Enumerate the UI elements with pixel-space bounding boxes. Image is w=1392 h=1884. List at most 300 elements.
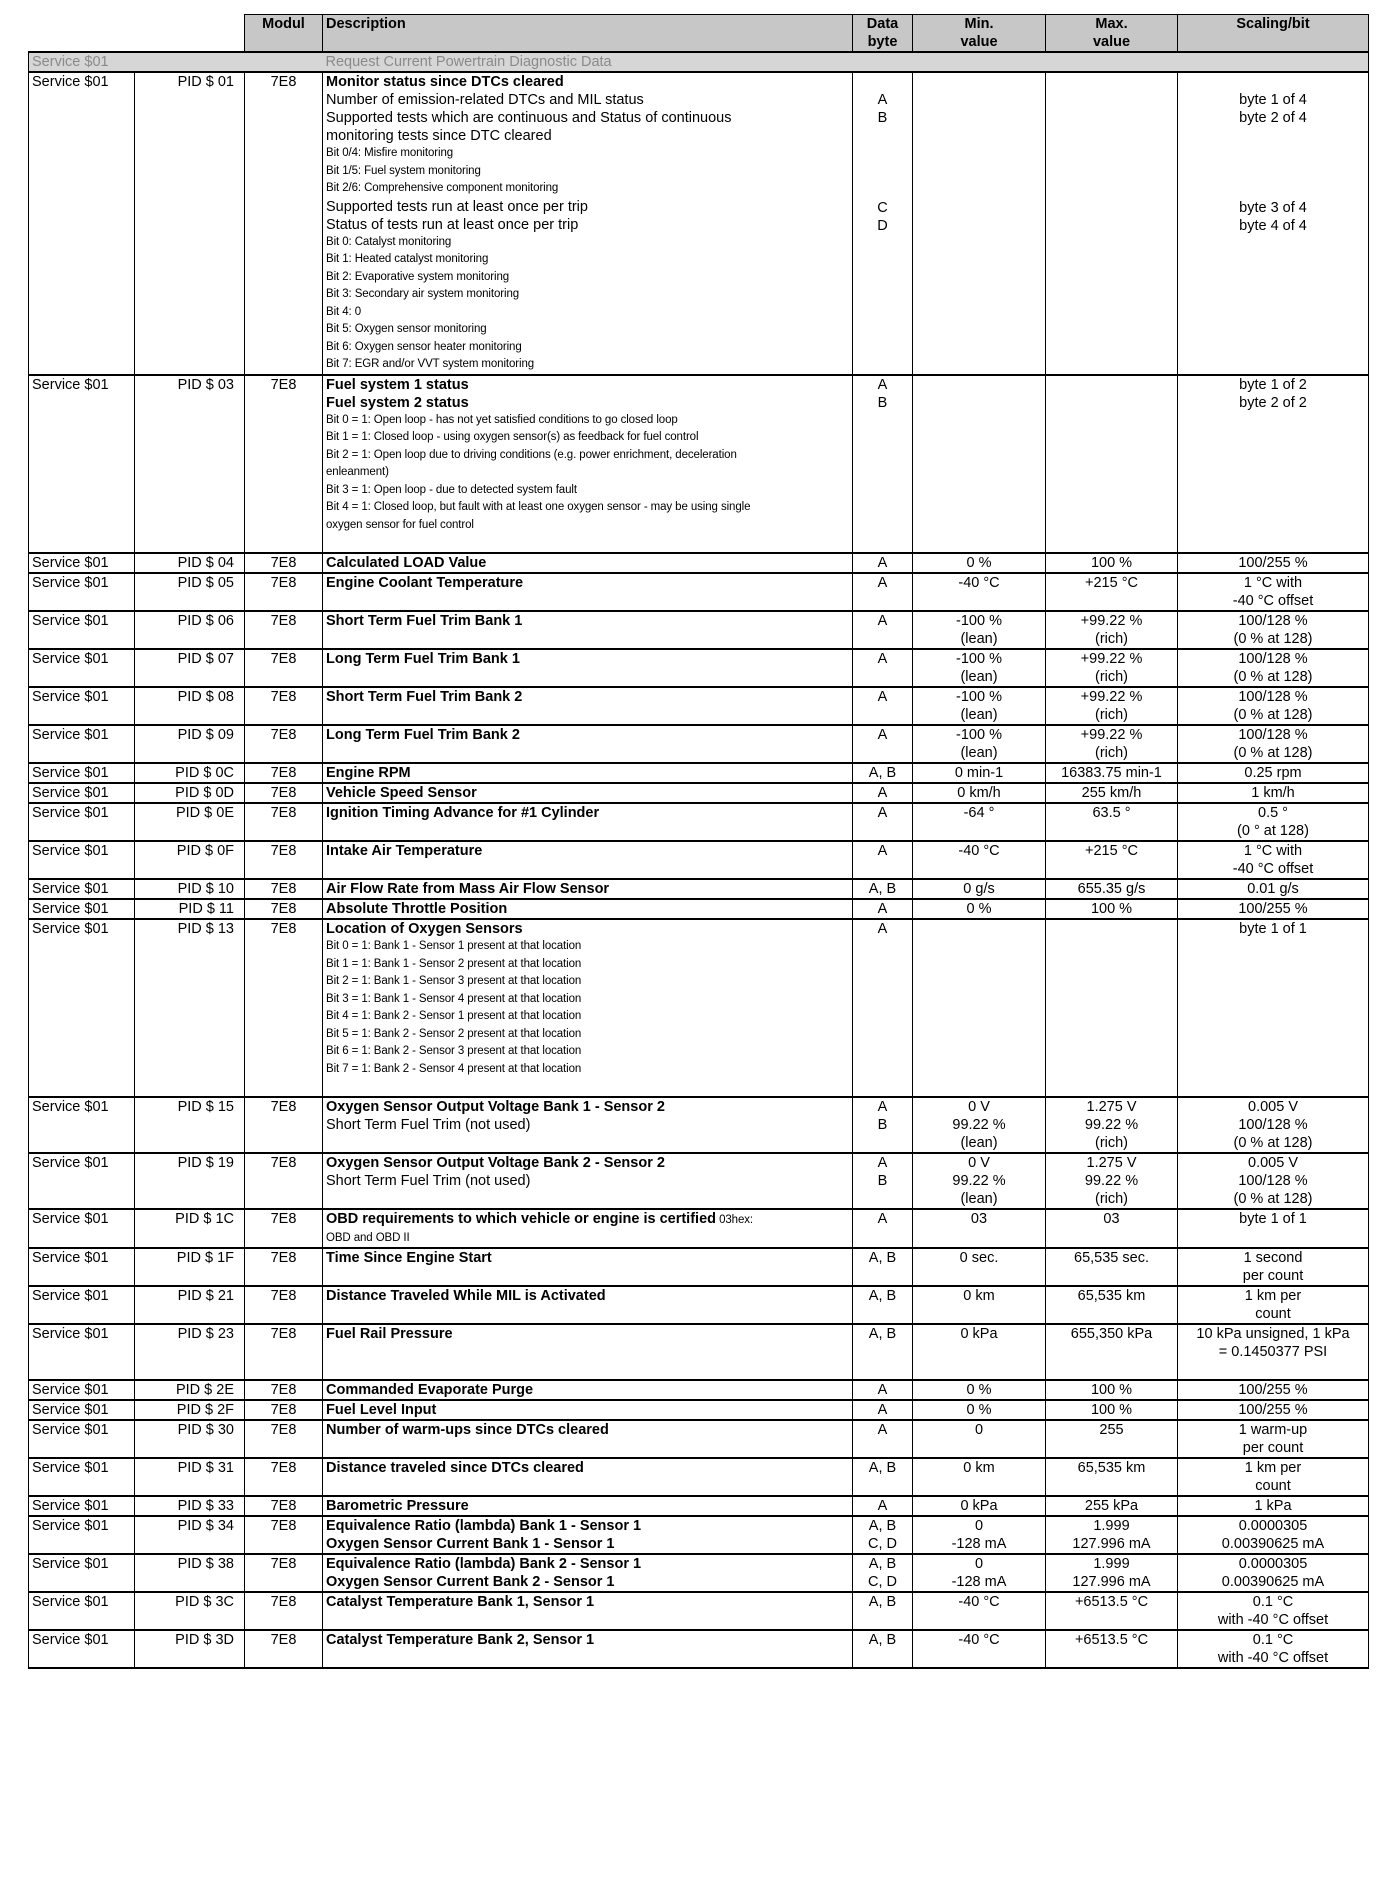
- row-min-line: 0 sec.: [959, 1250, 999, 1266]
- table-row: [29, 573, 1369, 611]
- table-row: [29, 1420, 1369, 1458]
- row-min-value: [913, 783, 1046, 803]
- row-description: [323, 1286, 853, 1324]
- row-max-line: (rich): [1094, 631, 1129, 647]
- row-scaling-line: (0 % at 128): [1233, 707, 1313, 723]
- section-blank: [135, 52, 245, 72]
- row-max-value: [1046, 783, 1178, 803]
- row-scaling-line: -40 °C offset: [1232, 861, 1314, 877]
- row-description: [323, 611, 853, 649]
- table-row: [29, 611, 1369, 649]
- row-description: [323, 1324, 853, 1380]
- row-scaling-line: 1 km per: [1244, 1460, 1302, 1476]
- row-scaling: [1178, 649, 1369, 687]
- row-pid: PID $ 0D: [135, 783, 245, 803]
- table-row: [29, 1209, 1369, 1248]
- row-service: Service $01: [29, 72, 135, 375]
- row-scaling: [1178, 725, 1369, 763]
- row-module: 7E8: [245, 879, 323, 899]
- row-scaling-line: 0.1 °C: [1252, 1594, 1294, 1610]
- row-max-value: [1046, 553, 1178, 573]
- row-data-byte-line: A, B: [868, 1288, 897, 1304]
- row-description-note: Bit 2/6: Comprehensive component monitoring: [326, 182, 559, 194]
- row-scaling-line: 100/255 %: [1238, 1382, 1308, 1398]
- row-scaling-line: 10 kPa unsigned, 1 kPa: [1196, 1326, 1350, 1342]
- table-row: [29, 1286, 1369, 1324]
- row-data-byte-line: A: [877, 1099, 888, 1115]
- row-min-line: -100 %: [956, 689, 1002, 705]
- row-min-value: [913, 72, 1046, 375]
- row-description: [323, 899, 853, 919]
- row-scaling-line: with -40 °C offset: [1217, 1650, 1329, 1666]
- row-min-value: [913, 841, 1046, 879]
- row-description: [323, 1554, 853, 1592]
- row-data-byte: [853, 1592, 913, 1630]
- table-row: [29, 899, 1369, 919]
- row-data-byte: [853, 375, 913, 554]
- row-min-line: -100 %: [956, 727, 1002, 743]
- row-max-line: 100 %: [1090, 1402, 1133, 1418]
- row-min-line: 0 V: [968, 1099, 990, 1115]
- row-max-line: (rich): [1094, 669, 1129, 685]
- row-data-byte-line: A: [877, 689, 888, 705]
- row-pid: PID $ 0C: [135, 763, 245, 783]
- row-description: [323, 1209, 853, 1248]
- row-data-byte: [853, 611, 913, 649]
- row-scaling: [1178, 1324, 1369, 1380]
- row-max-value: [1046, 1400, 1178, 1420]
- row-description-title: Air Flow Rate from Mass Air Flow Sensor: [326, 881, 610, 897]
- row-module: 7E8: [245, 783, 323, 803]
- row-scaling-line: 100/128 %: [1238, 1117, 1308, 1133]
- row-data-byte-line: C: [877, 200, 888, 216]
- row-scaling-line: -40 °C offset: [1232, 593, 1314, 609]
- row-scaling-line: 0.0000305: [1238, 1556, 1308, 1572]
- row-min-line: -100 %: [956, 651, 1002, 667]
- row-max-value: [1046, 1458, 1178, 1496]
- row-data-byte-line: A, B: [868, 1632, 897, 1648]
- row-description-title: Location of Oxygen Sensors: [326, 921, 523, 937]
- row-data-byte-line: [856, 73, 909, 91]
- row-max-line: (rich): [1094, 707, 1129, 723]
- row-description-note: Bit 2 = 1: Open loop due to driving conditions (e.g. power enrichment, deceleration: [326, 448, 737, 461]
- row-min-line: 03: [970, 1211, 988, 1227]
- row-description: [323, 725, 853, 763]
- row-description-title: Distance traveled since DTCs cleared: [326, 1460, 584, 1476]
- row-min-line: 0 g/s: [963, 881, 995, 897]
- row-min-line: 0 %: [966, 1402, 992, 1418]
- row-max-line: (rich): [1094, 1191, 1129, 1207]
- row-max-line: 1.999: [1093, 1556, 1130, 1572]
- row-description-title: Short Term Fuel Trim Bank 1: [326, 613, 523, 629]
- table-row: [29, 1592, 1369, 1630]
- row-data-byte: [853, 1153, 913, 1209]
- table-row: [29, 803, 1369, 841]
- row-service: Service $01: [29, 725, 135, 763]
- row-description: [323, 1516, 853, 1554]
- row-min-value: [913, 1630, 1046, 1668]
- row-scaling-line: 1 second: [1243, 1250, 1303, 1266]
- row-description-note: Bit 4: 0: [326, 305, 361, 318]
- row-description-title: Barometric Pressure: [326, 1498, 469, 1514]
- row-scaling-line: = 0.1450377 PSI: [1218, 1344, 1328, 1360]
- row-max-line: 255: [1099, 1422, 1124, 1438]
- row-min-line: 0 V: [968, 1155, 990, 1171]
- row-service: Service $01: [29, 1324, 135, 1380]
- row-max-value: [1046, 899, 1178, 919]
- row-pid: PID $ 05: [135, 573, 245, 611]
- row-scaling-line: (0 % at 128): [1233, 1135, 1313, 1151]
- row-description-note: Bit 5 = 1: Bank 2 - Sensor 2 present at that location: [326, 1027, 582, 1040]
- row-pid: PID $ 38: [135, 1554, 245, 1592]
- row-scaling-line: 100/128 %: [1238, 651, 1308, 667]
- row-max-line: +99.22 %: [1080, 689, 1143, 705]
- row-data-byte-line: C, D: [868, 1574, 897, 1590]
- row-min-line: 0 %: [966, 555, 992, 571]
- row-scaling-line: count: [1255, 1306, 1291, 1322]
- row-pid: PID $ 11: [135, 899, 245, 919]
- row-scaling: [1178, 899, 1369, 919]
- row-data-byte-line: A: [877, 1422, 888, 1438]
- row-max-value: [1046, 1380, 1178, 1400]
- row-pid: PID $ 33: [135, 1496, 245, 1516]
- table-row: [29, 783, 1369, 803]
- row-scaling: [1178, 841, 1369, 879]
- row-data-byte-line: [856, 163, 909, 181]
- row-data-byte: [853, 553, 913, 573]
- row-data-byte-line: B: [877, 394, 888, 411]
- row-description-title: Engine Coolant Temperature: [326, 575, 524, 591]
- row-description-title: Commanded Evaporate Purge: [326, 1382, 534, 1398]
- row-module: 7E8: [245, 687, 323, 725]
- row-description-line: Status of tests run at least once per trip: [326, 216, 579, 233]
- row-service: Service $01: [29, 1630, 135, 1668]
- row-module: 7E8: [245, 803, 323, 841]
- row-scaling-line: count: [1255, 1478, 1291, 1494]
- row-pid: PID $ 03: [135, 375, 245, 554]
- row-description-line: [326, 1343, 849, 1361]
- row-module: 7E8: [245, 1420, 323, 1458]
- row-scaling-line: byte 1 of 2: [1239, 376, 1307, 393]
- row-description-line: Number of emission-related DTCs and MIL status: [326, 92, 644, 108]
- row-description-title: Time Since Engine Start: [326, 1250, 492, 1266]
- row-scaling: [1178, 1554, 1369, 1592]
- row-description: [323, 1592, 853, 1630]
- row-data-byte: [853, 1097, 913, 1153]
- row-min-value: [913, 1324, 1046, 1380]
- row-min-line: 0 kPa: [960, 1498, 998, 1514]
- row-scaling-line: byte 1 of 1: [1239, 1211, 1307, 1227]
- row-data-byte-line: A, B: [868, 765, 897, 781]
- row-data-byte-line: A: [877, 555, 888, 571]
- section-blank: [913, 52, 1046, 72]
- row-data-byte-line: A, B: [868, 1556, 897, 1572]
- section-blank: [853, 52, 913, 72]
- row-module: 7E8: [245, 1153, 323, 1209]
- row-scaling: [1178, 1248, 1369, 1286]
- row-description: [323, 553, 853, 573]
- row-min-value: [913, 763, 1046, 783]
- row-data-byte: [853, 1209, 913, 1248]
- row-description: [323, 763, 853, 783]
- header-min-value: [913, 15, 1046, 53]
- row-scaling-line: 0.01 g/s: [1247, 881, 1299, 897]
- header-min-line2: value: [960, 34, 998, 50]
- row-max-value: [1046, 1097, 1178, 1153]
- row-min-value: [913, 1458, 1046, 1496]
- row-pid: PID $ 04: [135, 553, 245, 573]
- row-description-note: Bit 3 = 1: Bank 1 - Sensor 4 present at that location: [326, 992, 582, 1005]
- row-module: 7E8: [245, 1458, 323, 1496]
- row-max-line: 63.5 °: [1092, 805, 1131, 821]
- row-max-line: +99.22 %: [1080, 651, 1143, 667]
- row-module: 7E8: [245, 1516, 323, 1554]
- row-data-byte-line: D: [877, 218, 888, 234]
- row-module: 7E8: [245, 1400, 323, 1420]
- row-description-note: Bit 4 = 1: Bank 2 - Sensor 1 present at that location: [326, 1010, 582, 1022]
- row-min-value: [913, 1554, 1046, 1592]
- row-scaling: [1178, 879, 1369, 899]
- section-service: Service $01: [29, 52, 135, 72]
- row-data-byte: [853, 72, 913, 375]
- row-description: [323, 1496, 853, 1516]
- row-scaling-line: with -40 °C offset: [1217, 1612, 1329, 1628]
- row-description: [323, 375, 853, 554]
- row-max-value: [1046, 1209, 1178, 1248]
- row-module: 7E8: [245, 649, 323, 687]
- table-row: [29, 72, 1369, 375]
- table-row: [29, 553, 1369, 573]
- section-header: [29, 52, 1369, 72]
- row-min-line: (lean): [960, 631, 998, 647]
- header-max-line1: Max.: [1095, 16, 1128, 32]
- row-module: 7E8: [245, 1380, 323, 1400]
- row-max-value: [1046, 573, 1178, 611]
- row-min-line: (lean): [960, 669, 998, 685]
- row-data-byte: [853, 1516, 913, 1554]
- row-min-line: -40 °C: [958, 1594, 1000, 1610]
- row-data-byte-line: A: [877, 805, 888, 821]
- row-pid: PID $ 01: [135, 72, 245, 375]
- row-scaling-line: 1 °C with: [1243, 843, 1303, 859]
- row-module: 7E8: [245, 841, 323, 879]
- table-row: [29, 687, 1369, 725]
- row-description: [323, 783, 853, 803]
- row-scaling-line: (0 % at 128): [1233, 631, 1313, 647]
- row-service: Service $01: [29, 1458, 135, 1496]
- row-data-byte: [853, 1380, 913, 1400]
- row-pid: PID $ 19: [135, 1153, 245, 1209]
- table-row: [29, 1554, 1369, 1592]
- row-scaling-line: byte 4 of 4: [1239, 218, 1307, 234]
- row-description-title: Catalyst Temperature Bank 2, Sensor 1: [326, 1632, 595, 1648]
- row-scaling: [1178, 763, 1369, 783]
- row-description-note: oxygen sensor for fuel control: [326, 518, 474, 531]
- row-scaling-line: per count: [1242, 1268, 1304, 1284]
- header-min-line1: Min.: [964, 16, 994, 32]
- row-min-line: 0: [974, 1518, 984, 1534]
- row-pid: PID $ 30: [135, 1420, 245, 1458]
- header-max-line2: value: [1092, 34, 1131, 50]
- row-pid: PID $ 08: [135, 687, 245, 725]
- row-description-title: Oxygen Sensor Output Voltage Bank 2 - Sensor 2: [326, 1155, 665, 1171]
- row-min-line: -100 %: [956, 613, 1002, 629]
- row-data-byte: [853, 1630, 913, 1668]
- row-scaling-line: [1181, 181, 1365, 199]
- row-module: 7E8: [245, 1286, 323, 1324]
- row-min-line: 0 km: [963, 1460, 995, 1476]
- row-data-byte-line: A: [877, 92, 888, 108]
- row-data-byte: [853, 649, 913, 687]
- table-row: [29, 763, 1369, 783]
- row-scaling-line: 1 km/h: [1251, 785, 1295, 801]
- row-data-byte: [853, 1400, 913, 1420]
- row-pid: PID $ 21: [135, 1286, 245, 1324]
- row-description-note: Bit 3 = 1: Open loop - due to detected system fault: [326, 483, 577, 496]
- row-max-value: [1046, 1420, 1178, 1458]
- row-description-suffix: 03hex:: [716, 1214, 754, 1226]
- row-service: Service $01: [29, 649, 135, 687]
- row-min-line: (lean): [960, 707, 998, 723]
- row-module: 7E8: [245, 611, 323, 649]
- row-description: [323, 803, 853, 841]
- row-description-line: Short Term Fuel Trim (not used): [326, 1173, 531, 1189]
- row-service: Service $01: [29, 803, 135, 841]
- row-description-title: Short Term Fuel Trim Bank 2: [326, 689, 523, 705]
- row-service: Service $01: [29, 1380, 135, 1400]
- row-pid: PID $ 1C: [135, 1209, 245, 1248]
- row-min-line: 0 min-1: [954, 765, 1004, 781]
- row-scaling-line: [1181, 73, 1365, 91]
- row-max-value: [1046, 1286, 1178, 1324]
- row-scaling: [1178, 1286, 1369, 1324]
- row-max-line: (rich): [1094, 745, 1129, 761]
- row-min-line: 0 kPa: [960, 1326, 998, 1342]
- row-pid: PID $ 13: [135, 919, 245, 1097]
- row-scaling-line: [1181, 127, 1365, 145]
- row-max-line: 16383.75 min-1: [1061, 765, 1162, 781]
- row-description-title: Oxygen Sensor Output Voltage Bank 1 - Sensor 2: [326, 1099, 665, 1115]
- row-data-byte-line: A: [877, 901, 888, 917]
- obd-pid-table: [28, 14, 1369, 1669]
- row-description: [323, 1153, 853, 1209]
- row-description: [323, 1630, 853, 1668]
- header-data-byte-line2: byte: [867, 34, 898, 50]
- row-data-byte-line: C, D: [868, 1536, 897, 1552]
- row-max-line: 99.22 %: [1084, 1117, 1139, 1133]
- row-min-value: [913, 879, 1046, 899]
- row-description: [323, 687, 853, 725]
- row-description-title: Vehicle Speed Sensor: [326, 785, 477, 801]
- row-description-title: Engine RPM: [326, 765, 411, 781]
- row-description-line: monitoring tests since DTC cleared: [326, 128, 552, 144]
- table-row: [29, 1630, 1369, 1668]
- row-scaling-line: (0 % at 128): [1233, 745, 1313, 761]
- row-scaling: [1178, 72, 1369, 375]
- row-description: [323, 1380, 853, 1400]
- row-description-title: Fuel Level Input: [326, 1402, 437, 1418]
- row-data-byte-line: A: [877, 921, 888, 937]
- row-module: 7E8: [245, 375, 323, 554]
- row-data-byte: [853, 687, 913, 725]
- row-min-line: 0 %: [966, 901, 992, 917]
- row-scaling-line: (0 % at 128): [1233, 669, 1313, 685]
- row-scaling: [1178, 1400, 1369, 1420]
- row-max-value: [1046, 1516, 1178, 1554]
- row-data-byte: [853, 1248, 913, 1286]
- row-scaling: [1178, 803, 1369, 841]
- row-scaling-line: byte 3 of 4: [1239, 200, 1307, 216]
- table-row: [29, 841, 1369, 879]
- row-service: Service $01: [29, 553, 135, 573]
- row-description-title: Number of warm-ups since DTCs cleared: [326, 1422, 609, 1438]
- row-pid: PID $ 10: [135, 879, 245, 899]
- row-service: Service $01: [29, 783, 135, 803]
- row-description: [323, 841, 853, 879]
- row-service: Service $01: [29, 611, 135, 649]
- row-data-byte: [853, 879, 913, 899]
- row-description: [323, 1458, 853, 1496]
- row-scaling-line: 100/128 %: [1238, 613, 1308, 629]
- row-max-value: [1046, 72, 1178, 375]
- row-scaling: [1178, 783, 1369, 803]
- row-min-value: [913, 1380, 1046, 1400]
- row-data-byte-line: A, B: [868, 881, 897, 897]
- row-description: [323, 1400, 853, 1420]
- row-module: 7E8: [245, 1630, 323, 1668]
- row-min-value: [913, 899, 1046, 919]
- row-module: 7E8: [245, 1496, 323, 1516]
- row-min-value: [913, 1248, 1046, 1286]
- row-min-value: [913, 375, 1046, 554]
- row-scaling: [1178, 1592, 1369, 1630]
- row-data-byte: [853, 1286, 913, 1324]
- row-module: 7E8: [245, 1554, 323, 1592]
- row-scaling-line: 1 warm-up: [1238, 1422, 1308, 1438]
- row-min-line: 0: [974, 1556, 984, 1572]
- table-row: [29, 1400, 1369, 1420]
- row-max-value: [1046, 1324, 1178, 1380]
- row-scaling: [1178, 1458, 1369, 1496]
- row-description: [323, 72, 853, 375]
- row-max-value: [1046, 1630, 1178, 1668]
- row-data-byte-line: A, B: [868, 1594, 897, 1610]
- row-scaling: [1178, 1630, 1369, 1668]
- row-max-line: 255 kPa: [1084, 1498, 1139, 1514]
- row-max-value: [1046, 763, 1178, 783]
- table-row: [29, 1496, 1369, 1516]
- row-scaling-line: 0.25 rpm: [1244, 765, 1302, 781]
- row-max-value: [1046, 375, 1178, 554]
- row-min-line: 0 km/h: [957, 785, 1001, 801]
- row-data-byte-line: A: [877, 1402, 888, 1418]
- row-max-line: 127.996 mA: [1072, 1536, 1151, 1552]
- row-module: 7E8: [245, 763, 323, 783]
- row-scaling-line: 100/128 %: [1238, 689, 1308, 705]
- row-data-byte-line: A: [877, 1155, 888, 1171]
- row-scaling-line: [1181, 163, 1365, 181]
- row-data-byte-line: A: [877, 1382, 888, 1398]
- row-max-line: 655.35 g/s: [1077, 881, 1146, 897]
- row-min-value: [913, 1286, 1046, 1324]
- row-description-note: Bit 0/4: Misfire monitoring: [326, 147, 454, 159]
- obd-pid-table-sheet: [28, 14, 1368, 1669]
- row-scaling-line: 0.00390625 mA: [1221, 1536, 1325, 1552]
- row-data-byte-line: A: [877, 785, 888, 801]
- table-body: [29, 72, 1369, 1668]
- row-service: Service $01: [29, 1400, 135, 1420]
- row-description-note: Bit 2 = 1: Bank 1 - Sensor 3 present at that location: [326, 975, 582, 987]
